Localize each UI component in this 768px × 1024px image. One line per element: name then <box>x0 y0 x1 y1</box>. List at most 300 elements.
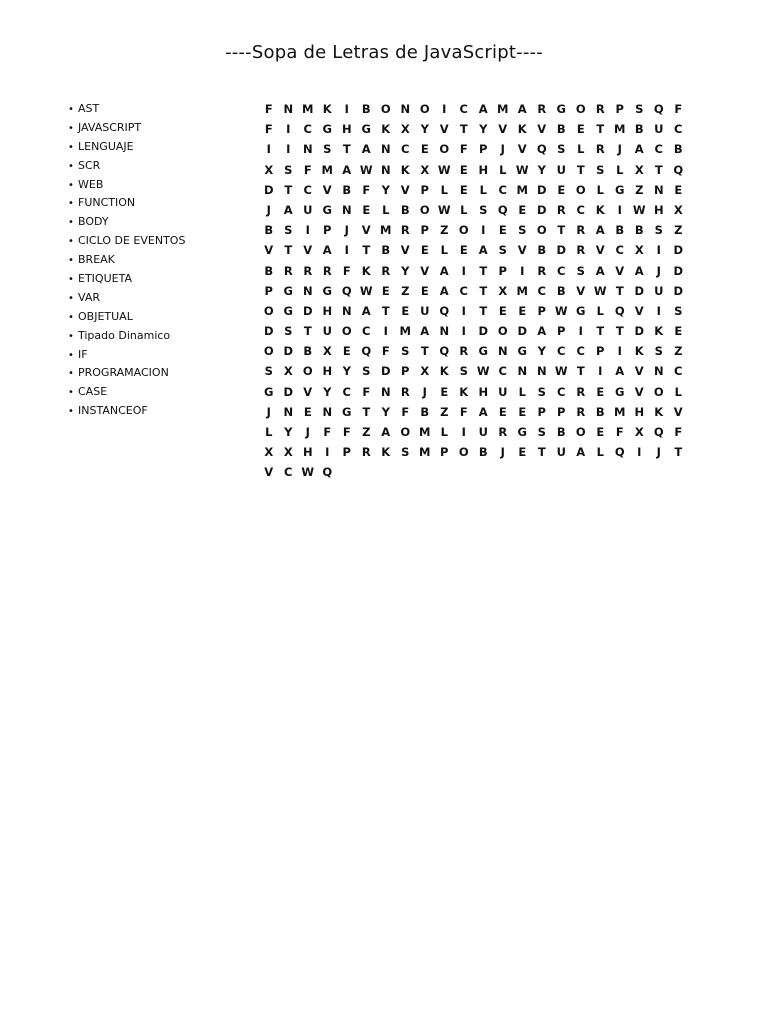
grid-cell: J <box>344 223 349 238</box>
grid-cell: U <box>303 202 313 217</box>
grid-cell: O <box>575 102 586 116</box>
grid-cell: I <box>656 243 661 258</box>
grid-cell: T <box>284 243 293 258</box>
grid-cell: N <box>341 303 352 318</box>
grid-cell: R <box>400 384 410 399</box>
grid-cell: E <box>596 425 605 439</box>
grid-cell: Q <box>653 102 664 116</box>
word-label: LENGUAJE <box>78 139 134 153</box>
grid-cell: T <box>654 162 663 177</box>
grid-cell: K <box>654 404 664 419</box>
grid-cell: Q <box>361 344 372 359</box>
grid-cell: E <box>596 384 605 399</box>
grid-cell: E <box>362 202 371 217</box>
grid-cell: J <box>266 202 271 217</box>
grid-cell: S <box>537 425 546 439</box>
grid-cell: I <box>461 303 466 318</box>
grid-cell: L <box>674 384 682 399</box>
grid-cell: T <box>674 445 683 460</box>
grid-cell: W <box>593 283 607 298</box>
grid-cell: T <box>615 324 624 339</box>
grid-cell: Q <box>614 303 625 318</box>
grid-cell: A <box>595 223 605 238</box>
grid-cell: T <box>459 122 468 137</box>
grid-cell: R <box>459 344 469 359</box>
grid-cell: S <box>323 142 332 157</box>
grid-cell: I <box>637 445 642 460</box>
grid-cell: H <box>478 162 489 177</box>
grid-cell: O <box>400 425 411 439</box>
grid-cell: B <box>381 243 391 258</box>
grid-cell: S <box>479 202 488 217</box>
grid-cell: J <box>656 445 661 460</box>
grid-cell: C <box>459 102 468 116</box>
bullet-icon: • <box>68 179 74 191</box>
grid-cell: R <box>556 202 566 217</box>
grid-cell: S <box>362 364 371 379</box>
grid-cell: W <box>437 162 451 177</box>
word-list-item <box>68 138 185 157</box>
grid-cell: T <box>381 303 390 318</box>
grid-cell: Z <box>674 344 683 359</box>
grid-cell: D <box>263 182 274 197</box>
grid-cell: Q <box>653 425 664 439</box>
grid-cell: P <box>557 404 566 419</box>
grid-cell: P <box>420 182 429 197</box>
grid-cell: T <box>576 364 585 379</box>
grid-cell: K <box>654 324 664 339</box>
grid-cell: H <box>322 364 333 379</box>
grid-cell: L <box>460 202 468 217</box>
grid-cell: N <box>322 404 333 419</box>
grid-cell: V <box>634 384 644 399</box>
grid-cell: C <box>342 384 351 399</box>
grid-cell: D <box>536 202 547 217</box>
grid-cell: D <box>673 283 684 298</box>
grid-cell: L <box>499 162 507 177</box>
bullet-icon: • <box>68 330 74 342</box>
grid-cell: D <box>283 384 294 399</box>
grid-cell: T <box>362 243 371 258</box>
grid-cell: P <box>615 102 624 116</box>
word-list-item <box>68 100 185 119</box>
grid-cell: M <box>302 102 314 116</box>
grid-cell: R <box>576 243 586 258</box>
grid-cell: G <box>322 202 332 217</box>
grid-cell: G <box>322 122 332 137</box>
grid-cell: T <box>479 303 488 318</box>
grid-cell: S <box>264 364 273 379</box>
word-list-item <box>68 232 185 251</box>
grid-cell: A <box>361 142 371 157</box>
grid-cell: P <box>420 223 429 238</box>
grid-cell: N <box>380 384 391 399</box>
grid-cell: C <box>303 182 312 197</box>
grid-cell: O <box>458 445 469 460</box>
grid-cell: Q <box>322 465 333 480</box>
grid-cell: A <box>595 263 605 278</box>
grid-cell: Z <box>674 223 683 238</box>
grid-cell: H <box>341 122 352 137</box>
grid-cell: N <box>400 102 411 116</box>
word-list-item <box>68 119 185 138</box>
grid-cell: F <box>264 122 273 137</box>
word-label: BREAK <box>78 253 115 267</box>
grid-cell: N <box>517 364 528 379</box>
grid-cell: W <box>301 465 315 480</box>
grid-cell: S <box>518 223 527 238</box>
grid-cell: M <box>321 162 333 177</box>
grid-cell: F <box>303 162 312 177</box>
grid-cell: N <box>439 324 450 339</box>
grid-cell: O <box>458 223 469 238</box>
word-label: BODY <box>78 215 109 229</box>
word-list-item <box>68 402 185 421</box>
grid-cell: V <box>673 404 683 419</box>
grid-cell: G <box>361 122 371 137</box>
grid-cell: B <box>556 122 566 137</box>
grid-cell: F <box>401 404 410 419</box>
grid-cell: Y <box>342 364 351 379</box>
grid-cell: D <box>283 344 294 359</box>
grid-cell: K <box>381 445 391 460</box>
grid-cell: L <box>596 303 604 318</box>
grid-cell: G <box>576 303 586 318</box>
grid-cell: O <box>575 182 586 197</box>
grid-cell: B <box>420 404 430 419</box>
grid-cell: D <box>556 243 567 258</box>
grid-cell: E <box>498 404 507 419</box>
grid-cell: A <box>576 445 586 460</box>
grid-cell: E <box>440 384 449 399</box>
word-label: AST <box>78 102 100 115</box>
grid-cell: E <box>342 344 351 359</box>
bullet-icon: • <box>68 217 74 229</box>
grid-cell: E <box>459 162 468 177</box>
grid-cell: V <box>303 243 313 258</box>
grid-cell: U <box>556 445 566 460</box>
word-list-item <box>68 308 185 327</box>
grid-cell: I <box>461 324 466 339</box>
grid-cell: E <box>498 303 507 318</box>
grid-cell: D <box>634 324 645 339</box>
grid-cell: U <box>654 122 664 137</box>
grid-cell: B <box>595 404 605 419</box>
grid-cell: B <box>634 122 644 137</box>
grid-cell: S <box>401 344 410 359</box>
bullet-icon: • <box>68 198 74 210</box>
letter-grid <box>259 99 688 483</box>
grid-cell: A <box>420 324 430 339</box>
grid-cell: D <box>517 324 528 339</box>
bullet-icon: • <box>68 122 74 134</box>
grid-cell: G <box>478 344 488 359</box>
grid-cell: E <box>420 283 429 298</box>
word-label: OBJETUAL <box>78 309 133 323</box>
bullet-icon: • <box>68 387 74 399</box>
grid-cell: E <box>518 202 527 217</box>
grid-cell: J <box>422 384 427 399</box>
grid-cell: R <box>537 102 547 116</box>
grid-cell: P <box>479 142 488 157</box>
grid-cell: W <box>359 162 373 177</box>
grid-cell: S <box>557 142 566 157</box>
grid-cell: O <box>341 324 352 339</box>
grid-cell: B <box>556 425 566 439</box>
grid-cell: B <box>303 344 313 359</box>
word-label: FUNCTION <box>78 196 136 210</box>
bullet-icon: • <box>68 141 74 153</box>
grid-cell: R <box>283 263 293 278</box>
grid-cell: B <box>264 263 274 278</box>
grid-cell: H <box>478 384 489 399</box>
grid-cell: E <box>401 303 410 318</box>
grid-cell: S <box>654 344 663 359</box>
word-label: CICLO DE EVENTOS <box>78 234 186 248</box>
grid-cell: X <box>634 425 644 439</box>
grid-cell: E <box>518 404 527 419</box>
grid-cell: Z <box>440 223 449 238</box>
grid-cell: F <box>615 425 624 439</box>
grid-cell: R <box>576 384 586 399</box>
grid-cell: G <box>556 102 566 116</box>
grid-cell: W <box>359 283 373 298</box>
word-list-item <box>68 157 185 176</box>
word-list-item <box>68 270 185 289</box>
grid-cell: L <box>596 445 604 460</box>
grid-cell: S <box>654 223 663 238</box>
grid-cell: V <box>634 364 644 379</box>
grid-cell: O <box>497 324 508 339</box>
grid-cell: T <box>576 162 585 177</box>
grid-cell: C <box>498 364 507 379</box>
grid-cell: E <box>498 223 507 238</box>
grid-cell: F <box>381 344 390 359</box>
grid-cell: O <box>380 102 391 116</box>
grid-cell: F <box>362 384 371 399</box>
grid-cell: A <box>537 324 547 339</box>
grid-cell: G <box>283 303 293 318</box>
grid-cell: J <box>305 425 310 439</box>
word-label: Tipado Dinamico <box>78 328 171 342</box>
grid-cell: A <box>342 162 352 177</box>
grid-cell: R <box>537 263 547 278</box>
grid-cell: T <box>596 324 605 339</box>
grid-cell: C <box>557 263 566 278</box>
word-list-item <box>68 194 185 213</box>
grid-cell: C <box>615 243 624 258</box>
grid-cell: N <box>302 283 313 298</box>
grid-cell: D <box>263 324 274 339</box>
grid-cell: I <box>383 324 388 339</box>
grid-cell: J <box>266 404 271 419</box>
grid-cell: S <box>401 445 410 460</box>
grid-cell: A <box>439 263 449 278</box>
word-list <box>68 100 185 421</box>
grid-cell: R <box>381 263 391 278</box>
grid-cell: I <box>598 364 603 379</box>
grid-cell: B <box>537 243 547 258</box>
grid-cell: R <box>576 223 586 238</box>
grid-cell: Q <box>673 162 684 177</box>
grid-cell: O <box>439 142 450 157</box>
grid-cell: X <box>322 344 332 359</box>
grid-cell: Z <box>362 425 371 439</box>
grid-cell: S <box>596 162 605 177</box>
grid-cell: R <box>595 102 605 116</box>
bullet-icon: • <box>68 274 74 286</box>
grid-cell: S <box>498 243 507 258</box>
grid-cell: H <box>322 303 333 318</box>
grid-cell: F <box>342 263 351 278</box>
grid-cell: C <box>284 465 293 480</box>
grid-cell: V <box>420 263 430 278</box>
grid-cell: G <box>517 425 527 439</box>
page-title: ----Sopa de Letras de JavaScript---- <box>225 42 543 63</box>
grid-cell: M <box>419 425 431 439</box>
bullet-icon: • <box>68 292 74 304</box>
grid-cell: E <box>557 182 566 197</box>
grid-cell: E <box>518 445 527 460</box>
grid-cell: U <box>322 324 332 339</box>
grid-cell: W <box>554 303 568 318</box>
grid-cell: X <box>264 162 274 177</box>
grid-cell: P <box>537 303 546 318</box>
grid-cell: E <box>576 122 585 137</box>
grid-cell: T <box>284 182 293 197</box>
grid-cell: N <box>283 102 294 116</box>
grid-cell: C <box>459 283 468 298</box>
word-list-item <box>68 327 185 346</box>
grid-cell: I <box>286 122 291 137</box>
grid-cell: X <box>634 243 644 258</box>
grid-cell: I <box>656 303 661 318</box>
grid-cell: O <box>653 384 664 399</box>
grid-cell: L <box>382 202 390 217</box>
word-list-item <box>68 364 185 383</box>
grid-cell: S <box>284 324 293 339</box>
word-label: JAVASCRIPT <box>78 120 142 134</box>
grid-cell: F <box>362 182 371 197</box>
grid-cell: D <box>302 303 313 318</box>
grid-cell: Q <box>497 202 508 217</box>
grid-cell: L <box>577 142 585 157</box>
grid-cell: D <box>536 182 547 197</box>
grid-cell: I <box>286 142 291 157</box>
grid-cell: X <box>673 202 683 217</box>
grid-cell: B <box>478 445 488 460</box>
grid-cell: V <box>264 243 274 258</box>
grid-cell: R <box>361 445 371 460</box>
grid-cell: M <box>614 122 626 137</box>
grid-cell: X <box>400 122 410 137</box>
grid-cell: F <box>459 142 468 157</box>
grid-cell: C <box>557 384 566 399</box>
grid-cell: F <box>674 425 683 439</box>
grid-cell: O <box>263 344 274 359</box>
grid-cell: E <box>381 283 390 298</box>
grid-cell: F <box>264 102 273 116</box>
grid-cell: E <box>420 243 429 258</box>
grid-cell: C <box>576 344 585 359</box>
grid-cell: C <box>576 202 585 217</box>
word-list-item <box>68 383 185 402</box>
grid-cell: X <box>420 162 430 177</box>
grid-cell: K <box>595 202 605 217</box>
grid-cell: L <box>265 425 273 439</box>
grid-cell: H <box>653 202 664 217</box>
grid-cell: V <box>439 122 449 137</box>
grid-cell: P <box>557 324 566 339</box>
word-list-item <box>68 251 185 270</box>
grid-cell: A <box>517 102 527 116</box>
grid-cell: P <box>596 344 605 359</box>
grid-cell: C <box>537 283 546 298</box>
grid-cell: Y <box>479 122 488 137</box>
grid-cell: V <box>595 243 605 258</box>
grid-cell: N <box>497 344 508 359</box>
grid-cell: L <box>518 384 526 399</box>
grid-cell: V <box>498 122 508 137</box>
grid-cell: Y <box>401 263 410 278</box>
grid-cell: L <box>479 182 487 197</box>
grid-cell: X <box>420 364 430 379</box>
bullet-icon: • <box>68 406 74 418</box>
grid-cell: J <box>617 142 622 157</box>
grid-cell: X <box>634 162 644 177</box>
grid-cell: F <box>674 102 683 116</box>
word-list-item <box>68 346 185 365</box>
grid-cell: G <box>517 344 527 359</box>
grid-cell: F <box>459 404 468 419</box>
grid-cell: C <box>654 142 663 157</box>
grid-cell: P <box>401 364 410 379</box>
grid-cell: X <box>498 283 508 298</box>
grid-cell: W <box>554 364 568 379</box>
grid-cell: I <box>481 223 486 238</box>
grid-cell: K <box>361 263 371 278</box>
grid-cell: T <box>362 404 371 419</box>
grid-cell: S <box>537 384 546 399</box>
grid-cell: I <box>344 102 349 116</box>
word-label: INSTANCEOF <box>78 404 148 418</box>
grid-cell: S <box>635 102 644 116</box>
grid-cell: C <box>674 364 683 379</box>
grid-cell: Y <box>537 344 546 359</box>
grid-cell: A <box>361 303 371 318</box>
grid-cell: L <box>616 162 624 177</box>
grid-cell: L <box>440 243 448 258</box>
grid-cell: V <box>264 465 274 480</box>
grid-cell: S <box>674 303 683 318</box>
bullet-icon: • <box>68 349 74 361</box>
grid-cell: Y <box>537 162 546 177</box>
grid-cell: Z <box>401 283 410 298</box>
grid-cell: P <box>342 445 351 460</box>
grid-cell: A <box>634 142 644 157</box>
grid-cell: W <box>476 364 490 379</box>
grid-cell: A <box>634 263 644 278</box>
grid-cell: V <box>303 384 313 399</box>
word-label: CASE <box>78 385 108 399</box>
grid-cell: R <box>322 263 332 278</box>
word-list-item <box>68 289 185 308</box>
grid-cell: C <box>401 142 410 157</box>
grid-cell: G <box>264 384 274 399</box>
word-list-item <box>68 176 185 195</box>
grid-cell: M <box>516 182 528 197</box>
grid-cell: E <box>303 404 312 419</box>
